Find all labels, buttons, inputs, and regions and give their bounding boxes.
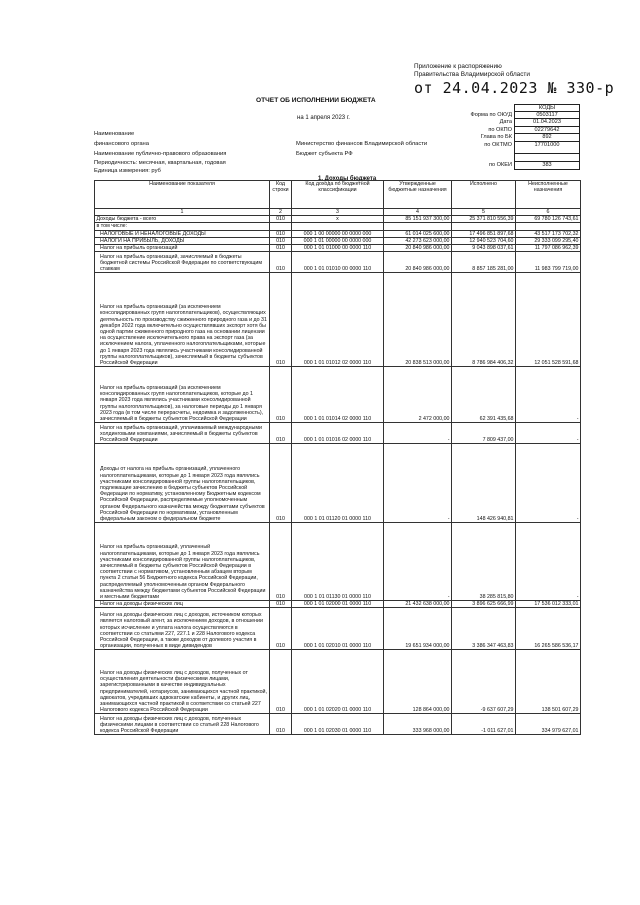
- code-value-date: 01.04.2023: [514, 119, 580, 127]
- row-name: в том числе:: [95, 223, 270, 230]
- code-label-okud: Форма по ОКУД: [470, 111, 512, 118]
- code-label-okpo: по ОКПО: [488, 126, 512, 133]
- table-row: [95, 608, 581, 650]
- row-unexecuted: -: [516, 444, 581, 523]
- row-executed: 25 371 810 556,39: [452, 216, 516, 223]
- income-table: [94, 180, 581, 735]
- row-line-code: [270, 223, 292, 230]
- row-unexecuted: 334 979 627,01: [516, 714, 581, 735]
- row-unexecuted: 11 797 086 962,39: [516, 245, 581, 252]
- table-body: [95, 216, 581, 735]
- table-header-row: [95, 181, 581, 209]
- row-approved: -: [384, 423, 452, 444]
- table-row: [95, 444, 581, 523]
- row-approved: 20 838 513 000,00: [384, 273, 452, 367]
- row-unexecuted: -: [516, 423, 581, 444]
- row-executed: -9 637 607,29: [452, 650, 516, 714]
- code-label-bk: Глава по БК: [480, 134, 512, 141]
- row-line-code: 010: [270, 252, 292, 273]
- row-executed: 8 786 984 406,32: [452, 273, 516, 367]
- row-line-code: 010: [270, 608, 292, 650]
- appendix-line-1: Приложение к распоряжению: [414, 63, 502, 70]
- ppo-value: Бюджет субъекта РФ: [296, 151, 353, 157]
- row-income-code: 000 1 01 01000 00 0000 110: [292, 245, 384, 252]
- row-unexecuted: 43 517 173 702,32: [516, 230, 581, 237]
- table-row: [95, 216, 581, 223]
- row-unexecuted: 11 983 799 719,00: [516, 252, 581, 273]
- table-row: [95, 237, 581, 244]
- row-executed: 12 940 523 704,60: [452, 237, 516, 244]
- table-row: [95, 601, 581, 608]
- row-line-code: 010: [270, 714, 292, 735]
- row-name: Налог на доходы физических лиц с доходов, полученных от осуществления деятельности физическими лицами, зарегистрированными в качестве индивидуальных предпринимателей, нотариусов, занимающихся частной практикой, адвокатов, учредивших адвокатские кабинеты, и других лиц, занимающихся частной практикой в соответствии со статьей 227 Налогового кодекса Российской Федерации: [95, 650, 270, 714]
- row-name: Налог на прибыль организаций (за исключением консолидированных групп налогоплательщиков, которые до 1 января 2023 года являлись участниками консолидированной группы налогоплательщиков), за налоговые периоды до 1 января 2023 года (в том числе перерасчеты, недоимка и задолженность), зачисляемый в бюджеты субъектов Российской Федерации: [95, 367, 270, 423]
- row-line-code: 010: [270, 523, 292, 601]
- row-approved: 42 273 623 000,00: [384, 237, 452, 244]
- code-value-oktmo: 17701000: [514, 142, 580, 154]
- row-line-code: 010: [270, 601, 292, 608]
- row-approved: 85 151 937 300,00: [384, 216, 452, 223]
- row-line-code: 010: [270, 273, 292, 367]
- row-income-code: 000 1 01 01010 00 0000 110: [292, 252, 384, 273]
- row-approved: -: [384, 444, 452, 523]
- row-unexecuted: 12 051 528 591,68: [516, 273, 581, 367]
- row-unexecuted: [516, 223, 581, 230]
- label-ppo: Наименование публично-правового образования: [94, 151, 227, 157]
- row-approved: 21 432 638 000,00: [384, 601, 452, 608]
- table-row: [95, 273, 581, 367]
- row-income-code: 000 1 01 02030 01 0000 110: [292, 714, 384, 735]
- row-name: Налог на прибыль организаций, зачисляемый в бюджеты бюджетной системы Российской Федерации по соответствующим ставкам: [95, 252, 270, 273]
- header-unexecuted: Неисполненные назначения: [516, 181, 581, 209]
- row-line-code: 010: [270, 423, 292, 444]
- row-line-code: 010: [270, 237, 292, 244]
- code-value-bk: 892: [514, 134, 580, 142]
- row-approved: 19 651 934 000,00: [384, 608, 452, 650]
- codes-block: [470, 104, 580, 170]
- colnum-5: 5: [452, 209, 516, 216]
- row-name: Налог на прибыль организаций, уплачиваемый международными холдинговыми компаниями, зачисляемый в бюджеты субъектов Российской Федерации: [95, 423, 270, 444]
- report-date: на 1 апреля 2023 г.: [297, 115, 350, 121]
- section-title: 1. Доходы бюджета: [318, 176, 377, 182]
- row-income-code: x: [292, 216, 384, 223]
- row-executed: 17 496 851 897,68: [452, 230, 516, 237]
- header-line-code: Код строки: [270, 181, 292, 209]
- colnum-1: 1: [95, 209, 270, 216]
- code-label-okei: по ОКЕИ: [488, 161, 512, 168]
- row-line-code: 010: [270, 230, 292, 237]
- row-executed: 38 285 815,80: [452, 523, 516, 601]
- table-row: [95, 230, 581, 237]
- row-name: НАЛОГОВЫЕ И НЕНАЛОГОВЫЕ ДОХОДЫ: [95, 230, 270, 237]
- code-value-okei: 383: [514, 162, 580, 170]
- decree-stamp: от 24.04.2023 № 330-р: [414, 79, 615, 97]
- row-executed: 8 857 185 281,00: [452, 252, 516, 273]
- colnum-4: 4: [384, 209, 452, 216]
- row-income-code: 000 1 01 02010 01 0000 110: [292, 608, 384, 650]
- appendix-note: [414, 63, 530, 79]
- row-income-code: 000 1 01 02020 01 0000 110: [292, 650, 384, 714]
- colnum-6: 6: [516, 209, 581, 216]
- row-line-code: 010: [270, 650, 292, 714]
- row-approved: 333 968 000,00: [384, 714, 452, 735]
- row-line-code: 010: [270, 245, 292, 252]
- row-name: Налог на доходы физических лиц: [95, 601, 270, 608]
- header-approved: Утвержденные бюджетные назначения: [384, 181, 452, 209]
- table-row: [95, 367, 581, 423]
- row-income-code: 000 1 01 00000 00 0000 000: [292, 237, 384, 244]
- row-executed: 9 043 898 037,61: [452, 245, 516, 252]
- table-row: [95, 245, 581, 252]
- row-income-code: [292, 223, 384, 230]
- row-name: Налог на доходы физических лиц с доходов, полученных физическими лицами в соответствии со статьей 228 Налогового кодекса Российской Федерации: [95, 714, 270, 735]
- row-unexecuted: 69 780 126 743,61: [516, 216, 581, 223]
- row-line-code: 010: [270, 216, 292, 223]
- code-label-date: Дата: [499, 119, 512, 126]
- colnum-3: 3: [292, 209, 384, 216]
- codes-header: КОДЫ: [514, 104, 580, 112]
- row-unexecuted: -: [516, 367, 581, 423]
- row-executed: 62 391 435,68: [452, 367, 516, 423]
- row-approved: 61 014 025 600,00: [384, 230, 452, 237]
- row-unexecuted: 138 501 607,29: [516, 650, 581, 714]
- row-executed: 3 896 625 666,99: [452, 601, 516, 608]
- code-value-okpo: 02279642: [514, 127, 580, 135]
- table-row: [95, 714, 581, 735]
- row-income-code: 000 1 01 01120 01 0000 110: [292, 444, 384, 523]
- code-label-oktmo: по ОКТМО: [484, 141, 512, 148]
- row-executed: -1 011 627,01: [452, 714, 516, 735]
- row-approved: 20 840 986 000,00: [384, 245, 452, 252]
- row-name: Налог на прибыль организаций (за исключением консолидированных групп налогоплательщиков), осуществляющих деятельность по производству сжиженного природного газа и до 31 декабря 2022 года включительно осуществлявших экспорт хотя бы одной партии сжиженного природного газа на основании лицензии на осуществление исключительного права на экспорт газа (за исключением налога, уплаченного налогоплательщиками, которые до 1 января 2023 года являлись участниками консолидированной группы налогоплательщиков), зачисляемый в бюджеты субъектов Российской Федерации: [95, 273, 270, 367]
- row-executed: 148 426 940,81: [452, 444, 516, 523]
- row-income-code: 000 1 01 01012 02 0000 110: [292, 273, 384, 367]
- column-numbers-row: [95, 209, 581, 216]
- row-line-code: 010: [270, 444, 292, 523]
- row-income-code: 000 1 01 01130 01 0000 110: [292, 523, 384, 601]
- row-income-code: 000 1 01 01014 02 0000 110: [292, 367, 384, 423]
- header-name: Наименование показателя: [95, 181, 270, 209]
- row-income-code: 000 1 01 02000 01 0000 110: [292, 601, 384, 608]
- appendix-line-2: Правительства Владимирской области: [414, 71, 530, 78]
- label-name: Наименование: [94, 131, 135, 137]
- colnum-2: 2: [270, 209, 292, 216]
- row-approved: 20 840 986 000,00: [384, 252, 452, 273]
- table-row: [95, 252, 581, 273]
- row-name: Доходы от налога на прибыль организаций, уплаченного налогоплательщиками, которые до 1 января 2023 года являлись участниками консолидированной группы налогоплательщиков, подлежащие зачислению в бюджеты субъектов Российской Федерации по нормативу, установленному Бюджетным кодексом Российской Федерации, распределяемые уполномоченным органом Федерального казначейства между бюджетами субъектов Российской Федерации по нормативам, установленным федеральным законом о федеральном бюджете: [95, 444, 270, 523]
- code-value-okud: 0503117: [514, 112, 580, 120]
- row-line-code: 010: [270, 367, 292, 423]
- row-unexecuted: 16 265 586 536,17: [516, 608, 581, 650]
- row-unexecuted: 29 333 099 295,40: [516, 237, 581, 244]
- header-executed: Исполнено: [452, 181, 516, 209]
- table-row: [95, 423, 581, 444]
- row-approved: -: [384, 523, 452, 601]
- table-row: [95, 523, 581, 601]
- label-fin-organ: финансового органа: [94, 141, 149, 147]
- row-unexecuted: 17 536 012 333,01: [516, 601, 581, 608]
- row-income-code: 000 1 00 00000 00 0000 000: [292, 230, 384, 237]
- code-value-empty: [514, 154, 580, 162]
- row-name: Налог на доходы физических лиц с доходов, источником которых является налоговый агент, за исключением доходов, в отношении которых исчисление и уплата налога осуществляются в соответствии со статьями 227, 227.1 и 228 Налогового кодекса Российской Федерации, а также доходов от долевого участия в организации, полученных в виде дивидендов: [95, 608, 270, 650]
- fin-organ-value: Министерство финансов Владимирской области: [296, 141, 428, 147]
- row-name: Налог на прибыль организаций, уплаченный налогоплательщиками, которые до 1 января 2023 года являлись участниками консолидированной группы налогоплательщиков, зачисляемый в бюджеты субъектов Российской Федерации в соответствии с нормативом, установленным абзацем вторым пункта 2 статьи 56 Бюджетного кодекса Российской Федерации, распределяемый уполномоченным органом Федерального казначейства между бюджетами субъектов Российской Федерации и местными бюджетами: [95, 523, 270, 601]
- row-executed: 3 386 347 463,83: [452, 608, 516, 650]
- report-title: ОТЧЕТ ОБ ИСПОЛНЕНИИ БЮДЖЕТА: [256, 97, 376, 104]
- row-unexecuted: -: [516, 523, 581, 601]
- row-executed: [452, 223, 516, 230]
- row-name: Доходы бюджета - всего: [95, 216, 270, 223]
- table-row: [95, 650, 581, 714]
- row-income-code: 000 1 01 01016 02 0000 110: [292, 423, 384, 444]
- row-name: Налог на прибыль организаций: [95, 245, 270, 252]
- table-row: [95, 223, 581, 230]
- row-executed: 7 809 437,00: [452, 423, 516, 444]
- label-unit: Единица измерения: руб: [94, 168, 161, 174]
- row-approved: [384, 223, 452, 230]
- row-name: НАЛОГИ НА ПРИБЫЛЬ, ДОХОДЫ: [95, 237, 270, 244]
- label-period: Периодичность: месячная, квартальная, годовая: [94, 160, 226, 166]
- header-income-code: Код дохода по бюджетной классификации: [292, 181, 384, 209]
- row-approved: 128 864 000,00: [384, 650, 452, 714]
- row-approved: 2 472 000,00: [384, 367, 452, 423]
